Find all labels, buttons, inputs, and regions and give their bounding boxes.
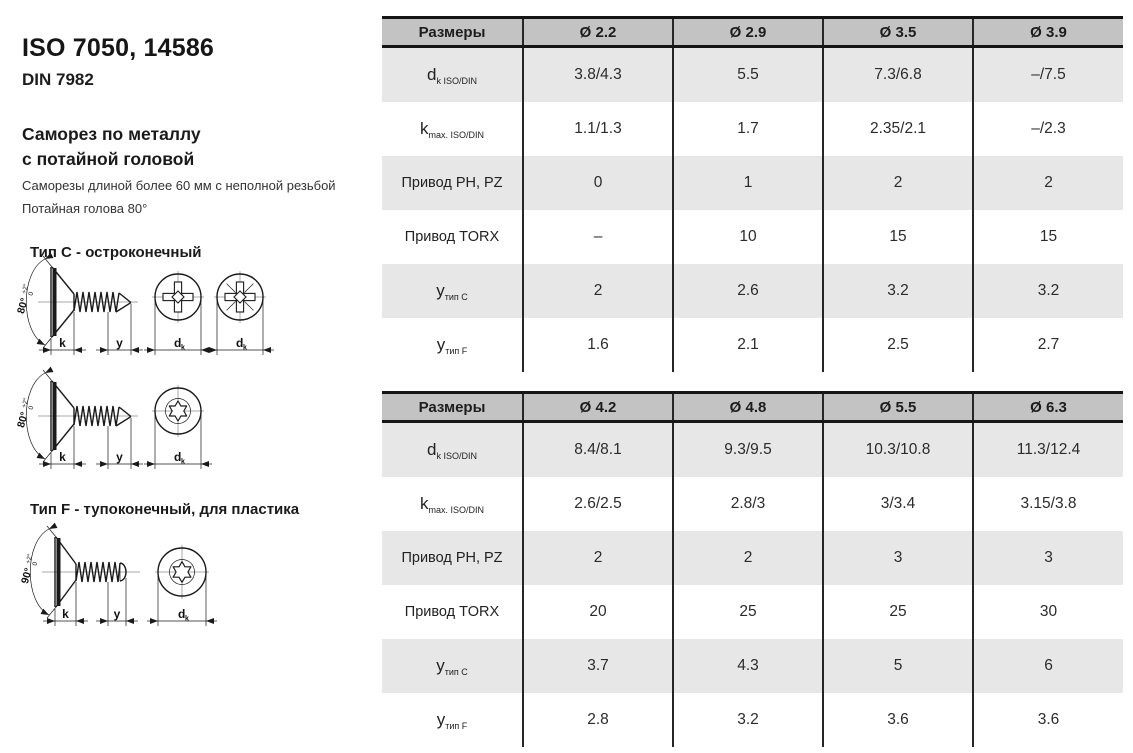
table-cell: 3.6 (823, 693, 973, 747)
table-cell: 20 (523, 585, 673, 639)
table-header-row (382, 393, 1123, 422)
dimension-k (39, 312, 86, 355)
header-dimensions: Размеры (382, 18, 523, 47)
page-title: ISO 7050, 14586 (22, 33, 215, 62)
angle-label (19, 553, 41, 586)
row-label: $y_{тип F}$ (436, 334, 468, 356)
dimension-k (43, 582, 88, 626)
header-diameter: Ø 5.5 (823, 393, 973, 422)
table-cell: 2 (973, 156, 1123, 210)
table-cell: – (523, 210, 673, 264)
svg-text:k: k (62, 607, 69, 621)
table-cell: –/7.5 (973, 47, 1123, 103)
dimension-y (96, 304, 143, 355)
countersunk-screw-side-view-icon (26, 256, 138, 348)
table-cell: 15 (973, 210, 1123, 264)
table-cell: –/2.3 (973, 102, 1123, 156)
torx-recess-top-view-icon (155, 545, 209, 599)
header-diameter: Ø 6.3 (973, 393, 1123, 422)
angle-label (15, 283, 37, 316)
table-cell: 6 (973, 639, 1123, 693)
svg-text:90°: 90° (19, 566, 35, 586)
svg-text:y: y (113, 607, 121, 621)
table-cell: 10.3/10.8 (823, 422, 973, 478)
table-cell: 3 (823, 531, 973, 585)
table-cell: 2.35/2.1 (823, 102, 973, 156)
table-cell: 11.3/12.4 (973, 422, 1123, 478)
svg-text:d: d (174, 450, 182, 464)
product-description (22, 175, 336, 221)
row-label: $d_{k ISO/DIN}$ (382, 422, 523, 478)
table-cell: 3.2 (823, 264, 973, 318)
phillips-recess-top-view-icon (152, 271, 204, 323)
table-row (382, 156, 1123, 210)
table-row (382, 318, 1123, 372)
table-cell: 2.1 (673, 318, 823, 372)
table-cell: 1 (673, 156, 823, 210)
row-label: $y_{тип C}$ (382, 639, 523, 693)
countersunk-screw-side-view-icon (26, 370, 138, 462)
svg-text:k: k (181, 344, 185, 352)
row-label: Привод TORX (404, 604, 500, 620)
table-row (382, 102, 1123, 156)
row-label: Привод TORX (404, 229, 500, 245)
dimension-y (96, 578, 138, 626)
type-f-drawing-torx (12, 518, 217, 636)
row-label: $k_{max. ISO/DIN}$ (419, 493, 484, 515)
type-c-heading: Тип C - остроконечный (30, 243, 202, 261)
row-label: Привод PH, PZ (382, 156, 523, 210)
svg-text:0: 0 (27, 291, 36, 297)
table-row (382, 422, 1123, 478)
table-row (382, 639, 1123, 693)
table-cell: 15 (823, 210, 973, 264)
header-diameter: Ø 2.9 (673, 18, 823, 47)
svg-text:d: d (178, 607, 186, 621)
angle-label (15, 397, 37, 430)
description-line2: Потайная голова 80° (22, 200, 148, 216)
row-label: Привод PH, PZ (382, 531, 523, 585)
table-cell: 2.6/2.5 (523, 477, 673, 531)
header-diameter: Ø 4.2 (523, 393, 673, 422)
type-c-drawing-torx (8, 364, 213, 476)
table-cell: 5.5 (673, 47, 823, 103)
header-diameter: Ø 2.2 (523, 18, 673, 47)
svg-text:0: 0 (27, 405, 36, 411)
svg-text:y: y (116, 450, 123, 464)
row-label: $y_{тип F}$ (436, 709, 468, 731)
table-cell: 30 (973, 585, 1123, 639)
description-line1: Саморезы длиной более 60 мм с неполной резьбой (22, 178, 336, 193)
svg-text:k: k (185, 615, 189, 623)
table-cell: 1.6 (523, 318, 673, 372)
table-row (382, 585, 1123, 639)
table-cell: 25 (673, 585, 823, 639)
table-cell: 2.7 (973, 318, 1123, 372)
svg-text:y: y (116, 336, 123, 350)
table-cell: 2 (673, 531, 823, 585)
table-row (382, 264, 1123, 318)
table-cell: 2 (823, 156, 973, 210)
table-row (382, 47, 1123, 103)
table-header-row (382, 18, 1123, 47)
table-cell: 0 (523, 156, 673, 210)
header-diameter: Ø 3.5 (823, 18, 973, 47)
table-cell: 3.2 (673, 693, 823, 747)
table-row (382, 531, 1123, 585)
table-cell: 2 (523, 531, 673, 585)
table-cell: 3.6 (973, 693, 1123, 747)
svg-text:+2°: +2° (20, 397, 31, 409)
svg-text:+2°: +2° (24, 553, 35, 565)
table-cell: 2.8/3 (673, 477, 823, 531)
blunt-countersunk-screw-side-view-icon (30, 526, 140, 618)
type-c-drawing-ph-pz (8, 250, 276, 362)
svg-text:k: k (181, 458, 185, 466)
table-row (382, 693, 1123, 747)
svg-text:80°: 80° (15, 296, 31, 316)
table-cell: 1.7 (673, 102, 823, 156)
spec-table-small-diameters (382, 16, 1123, 372)
header-diameter: Ø 3.9 (973, 18, 1123, 47)
header-diameter: Ø 4.8 (673, 393, 823, 422)
svg-text:80°: 80° (15, 410, 31, 430)
dimension-y (96, 418, 143, 469)
pozidriv-recess-top-view-icon (214, 271, 266, 323)
table-cell: 2 (523, 264, 673, 318)
svg-text:d: d (236, 336, 244, 350)
table-cell: 2.5 (823, 318, 973, 372)
torx-recess-top-view-icon (152, 385, 204, 437)
table-row (382, 210, 1123, 264)
table-cell: 1.1/1.3 (523, 102, 673, 156)
svg-text:k: k (59, 450, 66, 464)
table-cell: 3.7 (523, 639, 673, 693)
table-row (382, 477, 1123, 531)
row-label: $d_{k ISO/DIN}$ (382, 47, 523, 103)
svg-text:0: 0 (31, 561, 40, 567)
svg-text:+2°: +2° (20, 283, 31, 295)
table-cell: 10 (673, 210, 823, 264)
table-cell: 3.2 (973, 264, 1123, 318)
row-label: $y_{тип C}$ (382, 264, 523, 318)
svg-text:k: k (243, 344, 247, 352)
table-cell: 3/3.4 (823, 477, 973, 531)
header-dimensions: Размеры (382, 393, 523, 422)
table-cell: 3 (973, 531, 1123, 585)
table-cell: 25 (823, 585, 973, 639)
table-cell: 7.3/6.8 (823, 47, 973, 103)
din-standard: DIN 7982 (22, 70, 94, 90)
table-cell: 2.6 (673, 264, 823, 318)
table-cell: 4.3 (673, 639, 823, 693)
table-cell: 8.4/8.1 (523, 422, 673, 478)
row-label: $k_{max. ISO/DIN}$ (419, 118, 484, 140)
product-name-line1: Саморез по металлу (22, 123, 201, 144)
table-cell: 9.3/9.5 (673, 422, 823, 478)
type-f-heading: Тип F - тупоконечный, для пластика (30, 500, 300, 518)
svg-text:d: d (174, 336, 182, 350)
product-name-line2: с потайной головой (22, 148, 195, 169)
table-cell: 3.15/3.8 (973, 477, 1123, 531)
dimension-k (39, 426, 86, 469)
table-cell: 3.8/4.3 (523, 47, 673, 103)
table-cell: 2.8 (523, 693, 673, 747)
table-cell: 5 (823, 639, 973, 693)
svg-text:k: k (59, 336, 66, 350)
spec-table-large-diameters (382, 391, 1123, 747)
product-name (22, 122, 201, 173)
